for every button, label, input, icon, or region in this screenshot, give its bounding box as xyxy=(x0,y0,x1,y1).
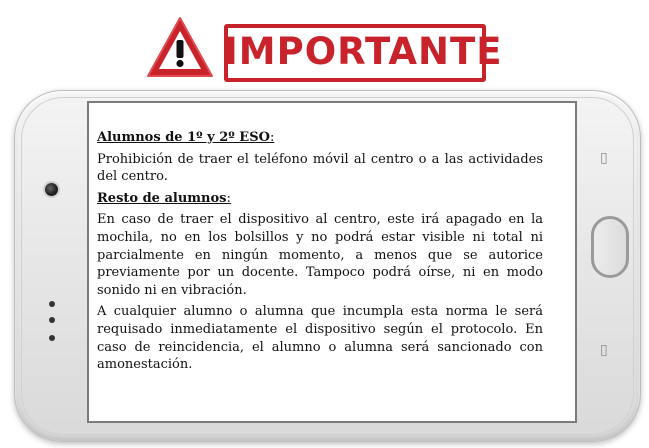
notice-paragraph: En caso de traer el dispositivo al centro, este irá apagado en la mochila, no en los bolsillos y no podrá estar visible ni total ni parcialmente en ningún momento, a menos que se autorice previamente por un docente. Tampoco podrá oírse, ni en modo sonido ni en vibración. xyxy=(97,212,543,298)
section-heading: Alumnos de 1º y 2º ESO: xyxy=(97,130,275,145)
banner-title: IMPORTANTE xyxy=(224,30,503,73)
notice-content xyxy=(97,129,543,378)
notice-paragraph: Prohibición de traer el teléfono móvil al centro o a las actividades del centro. xyxy=(97,151,543,185)
back-key-icon[interactable]: ▯ xyxy=(600,342,608,358)
importante-stamp xyxy=(224,24,503,82)
sensor-icon xyxy=(49,301,55,307)
warning-triangle-icon xyxy=(145,14,215,80)
home-button-icon[interactable] xyxy=(591,216,629,278)
recent-apps-icon[interactable]: ▯ xyxy=(600,150,608,166)
sensor-icon xyxy=(49,335,55,341)
phone-screen xyxy=(87,101,577,423)
phone-frame xyxy=(14,90,641,442)
camera-icon xyxy=(45,183,58,196)
notice-paragraph: A cualquier alumno o alumna que incumpla esta norma le será requisado inmediatamente el dispositivo según el protocolo. En caso de reincidencia, el alumno o alumna será sancionado con amonestación. xyxy=(97,304,543,373)
section-heading: Resto de alumnos: xyxy=(97,190,231,206)
sensor-icon xyxy=(49,317,55,323)
